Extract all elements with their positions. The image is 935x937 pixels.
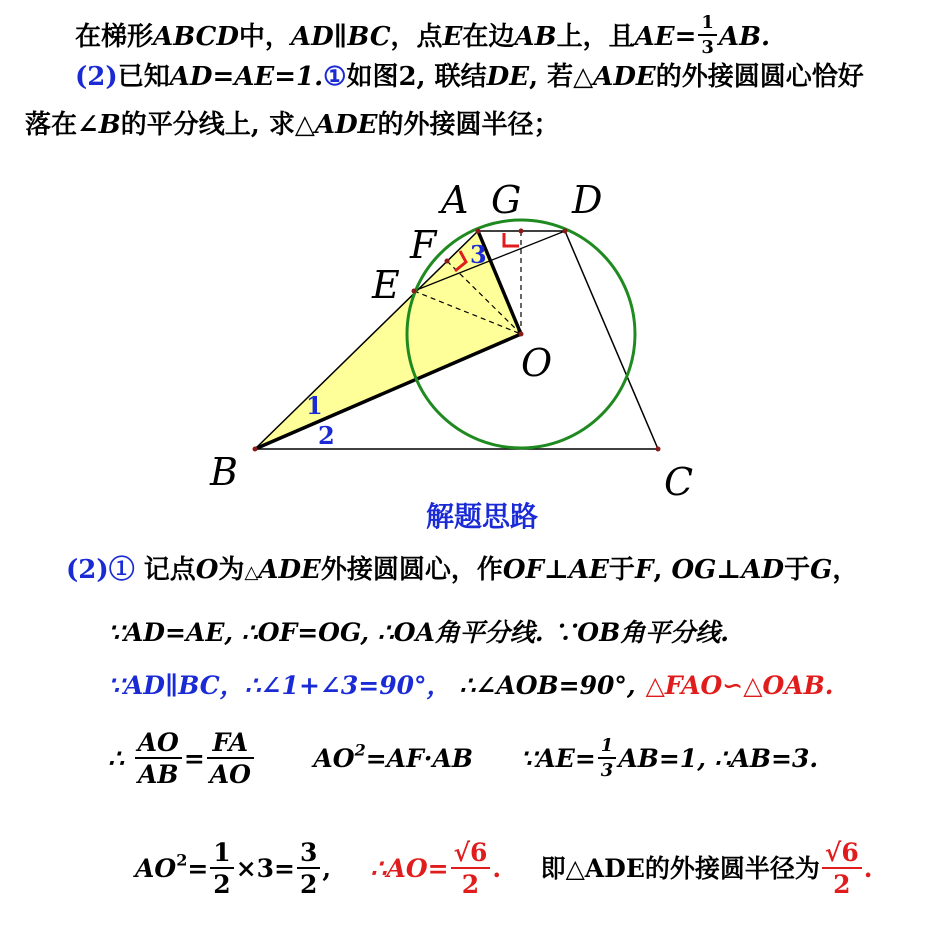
solution-text: AD xyxy=(741,555,785,585)
problem-text: ADE xyxy=(593,62,656,92)
label-c: C xyxy=(664,460,694,504)
problem-line-1 xyxy=(75,14,770,57)
solution-text: △FAO∽△OAB. xyxy=(645,671,834,700)
label-f: F xyxy=(410,223,437,267)
solution-text: = xyxy=(183,744,205,773)
solution-text: 记点 xyxy=(134,555,196,585)
solution-line-5 xyxy=(135,840,872,897)
solution-text: 即△ADE的外接圆半径为 xyxy=(540,854,820,883)
solution-text: ∴AO= xyxy=(370,854,449,883)
solution-text: . xyxy=(863,854,873,883)
solution-text: 外接圆圆心，作 xyxy=(320,555,503,585)
solution-text: ∴ xyxy=(108,744,124,773)
point-e xyxy=(412,289,417,294)
problem-text: AE= xyxy=(634,22,697,52)
caption: 解题思路 xyxy=(426,500,539,533)
problem-text: ADE xyxy=(314,110,378,140)
solution-text: G xyxy=(810,555,833,585)
problem-text: ABCD xyxy=(153,22,239,52)
problem-line-3 xyxy=(25,112,559,138)
point-f xyxy=(445,259,450,264)
problem-text: 的平分线上, 求△ xyxy=(120,110,315,140)
label-o: O xyxy=(521,341,553,385)
problem-text: AB xyxy=(514,22,557,52)
point-g xyxy=(519,229,524,234)
solution-text: OF xyxy=(502,555,544,585)
solution-text: , xyxy=(653,555,672,585)
label-d: D xyxy=(572,178,603,222)
solution-text: 为 xyxy=(218,555,245,585)
solution-label: (2)① xyxy=(66,555,135,585)
label-e: E xyxy=(372,263,400,307)
problem-text: 的外接圆半径； xyxy=(377,110,560,140)
fraction: $\frac{FA}{AO}$ xyxy=(207,730,254,787)
solution-text: AB=1, ∴AB=3. xyxy=(618,744,819,773)
solution-line-1 xyxy=(66,557,858,583)
solution-line-2: ∵AD=AE, ∴OF=OG, ∴OA角平分线. ∵OB角平分线. xyxy=(108,618,729,647)
solution-text: = xyxy=(187,854,209,883)
point-o xyxy=(519,332,524,337)
solution-text: ×3= xyxy=(235,854,295,883)
problem-text: 如图2, 联结 xyxy=(346,62,487,92)
problem-text: 的外接圆圆心恰好 xyxy=(655,62,864,92)
label-g: G xyxy=(491,178,522,222)
solution-text: ∵AE= xyxy=(520,744,596,773)
circled-one: ① xyxy=(323,62,347,92)
angle-label-1: 1 xyxy=(306,391,323,420)
solution-line-3 xyxy=(108,673,833,698)
problem-text: , 若△ xyxy=(529,62,594,92)
problem-text: E xyxy=(442,22,463,52)
problem-line-2 xyxy=(75,64,864,90)
solution-text: ， xyxy=(832,555,859,585)
solution-text: 于 xyxy=(608,555,635,585)
solution-text: AE xyxy=(568,555,609,585)
fraction: $\frac{1}{3}$ xyxy=(598,737,617,780)
fraction: $\frac{3}{2}$ xyxy=(297,840,320,897)
problem-text: AD=AE=1. xyxy=(169,62,324,92)
fraction: $\frac{√6}{2}$ xyxy=(822,840,862,897)
point-b xyxy=(253,447,258,452)
solution-text: △ xyxy=(244,562,259,583)
problem-text: ，点 xyxy=(390,22,443,52)
solution-text: ⊥ xyxy=(543,555,569,585)
superscript: 2 xyxy=(176,850,188,870)
problem-text: AB. xyxy=(718,22,771,52)
point-d xyxy=(563,229,568,234)
angle-label-3: 3 xyxy=(470,240,487,269)
label-a: A xyxy=(441,178,469,222)
problem-text: 在边 xyxy=(462,22,515,52)
solution-text: , xyxy=(322,854,332,883)
fraction: $\frac{1}{2}$ xyxy=(210,840,233,897)
point-a xyxy=(476,229,481,234)
problem-text: 在梯形 xyxy=(75,22,154,52)
superscript: 2 xyxy=(354,740,366,760)
solution-text: ∵AD∥BC，∴∠1+∠3=90°， xyxy=(108,671,452,700)
problem-text: AD∥BC xyxy=(290,22,391,52)
solution-text: 于 xyxy=(784,555,811,585)
part-label: (2) xyxy=(75,62,118,92)
solution-text: ∴∠AOB=90°, xyxy=(459,671,636,700)
solution-text: ⊥ xyxy=(716,555,742,585)
point-c xyxy=(656,447,661,452)
fraction: $\frac{1}{3}$ xyxy=(698,14,717,57)
solution-text: AO xyxy=(313,744,355,773)
problem-text: DE xyxy=(486,62,530,92)
problem-text: B xyxy=(98,110,121,140)
label-b: B xyxy=(210,450,238,494)
problem-text: 已知 xyxy=(117,62,170,92)
problem-text: 落在∠ xyxy=(25,110,99,140)
problem-text: 上，且 xyxy=(556,22,635,52)
right-angle-mark-g xyxy=(504,233,519,246)
fraction: $\frac{AO}{AB}$ xyxy=(135,730,182,787)
solution-text: =AF·AB xyxy=(365,744,474,773)
solution-text: ADE xyxy=(258,555,321,585)
problem-text: 中， xyxy=(238,22,291,52)
angle-label-2: 2 xyxy=(318,421,335,450)
solution-text: F xyxy=(634,555,654,585)
solution-text: OG xyxy=(671,555,717,585)
solution-text: . xyxy=(492,854,502,883)
solution-text: AO xyxy=(135,854,177,883)
solution-line-4 xyxy=(108,730,818,787)
solution-text: O xyxy=(195,555,219,585)
fraction: $\frac{√6}{2}$ xyxy=(451,840,491,897)
